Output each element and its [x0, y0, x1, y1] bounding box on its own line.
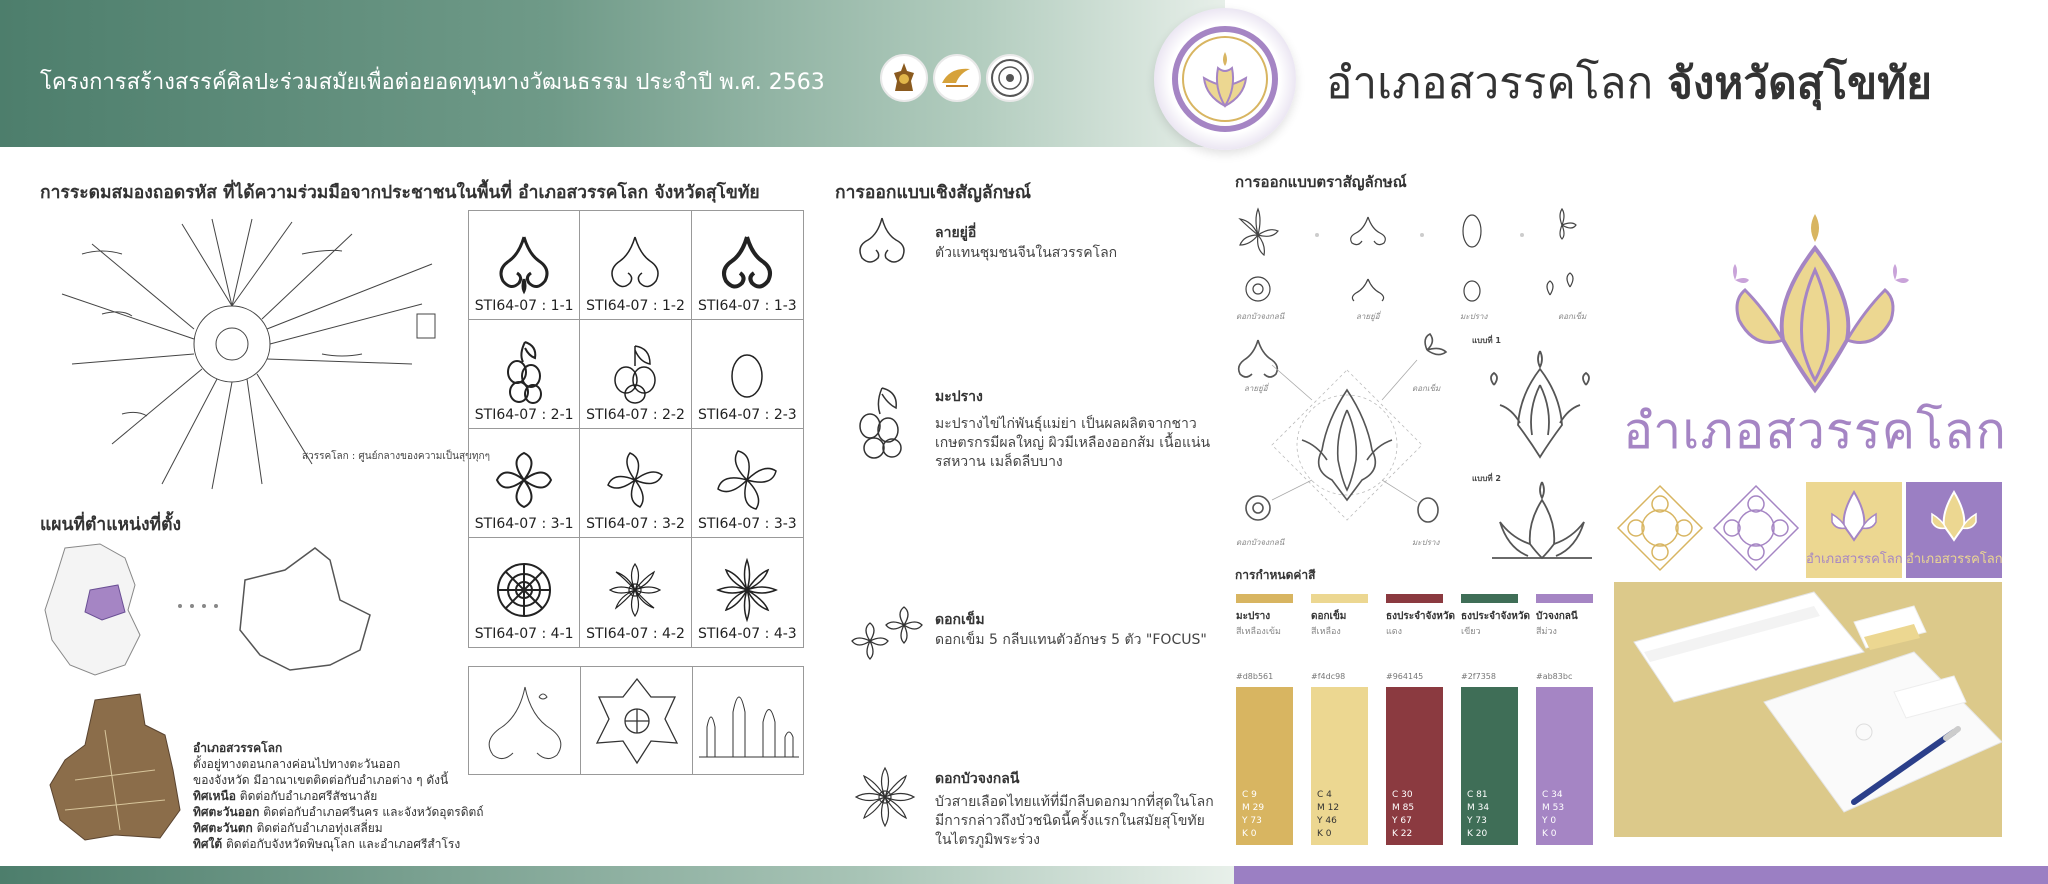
- cmyk-value: Y 73: [1467, 816, 1487, 826]
- color-sublabel: เขียว: [1461, 627, 1481, 637]
- logo-wordmark: อำเภอสวรรคโลก: [1623, 402, 2007, 460]
- color-hex: #2f7358: [1461, 672, 1496, 681]
- symbol-cell: STI64-07 : 3-2: [580, 429, 691, 538]
- element-desc: เกษตรกรมีผลใหญ่ ผิวมีเหลืองออกส้ม เนื้อแน่น: [935, 435, 1211, 451]
- marian-plum-icon: [600, 336, 670, 406]
- color-label: มะปราง: [1236, 611, 1271, 622]
- symbol-cell: STI64-07 : 4-3: [692, 538, 803, 647]
- version-2-label: แบบที่ 2: [1472, 474, 1501, 483]
- color-label: บัวจงกลนี: [1536, 611, 1578, 622]
- satellite-map: [45, 690, 185, 844]
- brainstorm-heading: การระดมสมองถอดรหัส ที่ได้ความร่วมมือจากประชาชนในพื้นที่ อำเภอสวรรคโลก จังหวัดสุโขทัย: [40, 183, 760, 203]
- pattern-purple: [1710, 482, 1802, 574]
- symbol-cell: STI64-07 : 3-3: [692, 429, 803, 538]
- cmyk-value: M 29: [1242, 803, 1265, 813]
- color-sublabel: สีม่วง: [1536, 627, 1557, 637]
- color-bar: [1386, 594, 1443, 603]
- color-hex: #964145: [1386, 672, 1424, 681]
- district-emblem: [1154, 8, 1296, 150]
- cmyk-value: Y 46: [1317, 816, 1337, 826]
- element-desc: รสหวาน เมล็ดลีบบาง: [935, 454, 1063, 470]
- cmyk-value: K 22: [1392, 829, 1413, 839]
- yui-scroll-icon: [489, 229, 559, 299]
- cmyk-value: K 0: [1317, 829, 1332, 839]
- symbol-cell: STI64-07 : 2-3: [692, 320, 803, 429]
- element-desc: ดอกเข็ม 5 กลีบแทนตัวอักษร 5 ตัว "FOCUS": [935, 632, 1207, 648]
- logo-on-purple: [1906, 482, 2002, 578]
- element-icon-lotus: [850, 762, 920, 836]
- logo-version-1: [1480, 345, 1600, 469]
- element-name: ดอกเข็ม: [935, 612, 985, 628]
- symbol-cell: STI64-07 : 3-1: [469, 429, 580, 538]
- location-maps: [40, 540, 370, 680]
- location-line: ของจังหวัด มีอาณาเขตติดต่อกับอำเภอต่าง ๆ ดังนี้: [193, 773, 449, 787]
- logo-part-label: ดอกบัวจงกลนี: [1236, 312, 1285, 321]
- color-bar: [1536, 594, 1593, 603]
- cmyk-value: K 20: [1467, 829, 1488, 839]
- cmyk-value: Y 67: [1392, 816, 1412, 826]
- element-name: ดอกบัวจงกลนี: [935, 771, 1020, 787]
- logo-version-2: [1482, 478, 1602, 572]
- color-sublabel: สีเหลือง: [1311, 627, 1341, 637]
- cmyk-value: Y 73: [1242, 816, 1262, 826]
- lotus-flower-icon: [712, 554, 782, 624]
- color-hex: #f4dc98: [1311, 672, 1346, 681]
- logo-part-label: ลายยู่อี่: [1244, 384, 1268, 393]
- version-1-label: แบบที่ 1: [1472, 336, 1501, 345]
- sketch-stupa-icon: [693, 667, 805, 774]
- element-name: ลายยู่อี่: [935, 225, 977, 241]
- cmyk-value: C 34: [1542, 790, 1563, 800]
- color-swatches: [1236, 594, 1616, 839]
- border-south: ทิศใต้ ติดต่อกับจังหวัดพิษณุโลก และอำเภอศรีสำโรง: [193, 837, 461, 851]
- border-west: ทิศตะวันตก ติดต่อกับอำเภอทุ่งเสลี่ยม: [193, 821, 383, 835]
- four-petal-flower-icon: [712, 445, 782, 515]
- sketch-yui-icon: [469, 667, 581, 774]
- logo-part-label: ดอกเข็ม: [1558, 312, 1587, 321]
- element-desc: ตัวแทนชุมชนจีนในสวรรคโลก: [935, 245, 1118, 261]
- symbol-cell: STI64-07 : 1-2: [580, 211, 691, 320]
- ministry-logo-icon: [933, 54, 981, 102]
- district-title: [1326, 48, 1932, 118]
- color-swatch: [1386, 687, 1443, 845]
- cmyk-value: K 0: [1242, 829, 1257, 839]
- color-swatch: [1461, 687, 1518, 845]
- cmyk-value: Y 0: [1542, 816, 1557, 826]
- color-swatch: [1236, 687, 1293, 845]
- element-desc: ในไตรภูมิพระร่วง: [935, 832, 1040, 848]
- sketch-strip: [468, 666, 804, 775]
- cmyk-value: M 12: [1317, 803, 1340, 813]
- plum-oval-icon: [712, 336, 782, 406]
- logo-construction-diagram: [1232, 330, 1462, 550]
- cmyk-value: M 34: [1467, 803, 1490, 813]
- color-swatch: [1536, 687, 1593, 845]
- symbol-cell: STI64-07 : 1-3: [692, 211, 803, 320]
- yui-scroll-icon: [712, 229, 782, 299]
- color-hex: #ab83bc: [1536, 672, 1573, 681]
- four-petal-flower-icon: [489, 445, 559, 515]
- sketch-note: สวรรคโลก : ศูนย์กลางของความเป็นสุขทุกๆ: [302, 451, 490, 462]
- four-petal-flower-icon: [600, 445, 670, 515]
- cmyk-value: C 81: [1467, 790, 1488, 800]
- project-title: โครงการสร้างสรรค์ศิลปะร่วมสมัยเพื่อต่อยอดทุนทางวัฒนธรรม ประจำปี พ.ศ. 2563: [40, 70, 825, 95]
- location-line: ตั้งอยู่ทางตอนกลางค่อนไปทางตะวันออก: [193, 757, 401, 771]
- cmyk-value: C 9: [1242, 790, 1257, 800]
- symbol-cell: STI64-07 : 2-1: [469, 320, 580, 429]
- lotus-flower-icon: [489, 554, 559, 624]
- border-north: ทิศเหนือ ติดต่อกับอำเภอศรีสัชนาลัย: [193, 789, 378, 803]
- symbol-cell: STI64-07 : 2-2: [580, 320, 691, 429]
- element-desc: บัวสายเลือดไทยแท้ที่มีกลีบดอกมากที่สุดในโลก: [935, 794, 1214, 810]
- color-column: [1236, 594, 1293, 845]
- element-desc: มีการกล่าวถึงบัวชนิดนี้ครั้งแรกในสมัยสุโขทัย: [935, 813, 1205, 829]
- color-label: ธงประจำจังหวัด: [1461, 611, 1530, 622]
- cmyk-value: M 53: [1542, 803, 1565, 813]
- district-name: อำเภอสวรรคโลก: [1326, 58, 1654, 109]
- yui-scroll-icon: [600, 229, 670, 299]
- university-seal-icon: [986, 54, 1034, 102]
- royal-seal-icon: [880, 54, 928, 102]
- symbol-design-heading: การออกแบบเชิงสัญลักษณ์: [835, 183, 1032, 203]
- logo-on-gold-text: อำเภอสวรรคโลก: [1806, 552, 1903, 567]
- logo-part-label: มะปราง: [1412, 538, 1440, 547]
- footer-bar-purple: [1234, 866, 2048, 884]
- element-icon-ixora: [848, 605, 924, 665]
- symbol-cell: STI64-07 : 1-1: [469, 211, 580, 320]
- logo-part-label: ดอกเข็ม: [1412, 384, 1441, 393]
- lotus-flower-icon: [600, 554, 670, 624]
- color-column: [1386, 594, 1455, 845]
- color-column: [1461, 594, 1530, 845]
- cmyk-value: C 30: [1392, 790, 1413, 800]
- pattern-gold: [1614, 482, 1706, 574]
- sketch-lotus-icon: [581, 667, 693, 774]
- border-east: ทิศตะวันออก ติดต่อกับอำเภอศรีนคร และจังหวัดอุตรดิตถ์: [193, 805, 484, 819]
- location-text: [193, 740, 484, 852]
- footer-bar-green: [0, 866, 1234, 884]
- color-bar: [1311, 594, 1368, 603]
- decoded-symbols-grid: [468, 210, 804, 648]
- symbol-cell: STI64-07 : 4-1: [469, 538, 580, 647]
- logo-part-label: มะปราง: [1460, 312, 1488, 321]
- brainstorm-sketch: [52, 214, 490, 492]
- logo-on-purple-text: อำเภอสวรรคโลก: [1906, 552, 2003, 567]
- location-title: อำเภอสวรรคโลก: [193, 741, 283, 755]
- main-logo: [1615, 200, 2015, 460]
- color-column: [1536, 594, 1593, 845]
- color-sublabel: แดง: [1386, 627, 1403, 637]
- logo-part-label: ดอกบัวจงกลนี: [1236, 538, 1285, 547]
- element-desc: มะปรางไข่ไก่พันธุ์แม่ย่า เป็นผลผลิตจากชาว: [935, 416, 1197, 432]
- color-hex: #d8b561: [1236, 672, 1274, 681]
- map-heading: แผนที่ตำแหน่งที่ตั้ง: [40, 515, 181, 535]
- color-label: ธงประจำจังหวัด: [1386, 611, 1455, 622]
- symbol-cell: STI64-07 : 4-2: [580, 538, 691, 647]
- logo-design-heading: การออกแบบตราสัญลักษณ์: [1235, 173, 1407, 191]
- color-label: ดอกเข็ม: [1311, 611, 1347, 622]
- element-icon-plum: [852, 382, 916, 466]
- province-name: จังหวัดสุโขทัย: [1667, 58, 1933, 109]
- logo-on-gold: [1806, 482, 1902, 578]
- color-bar: [1461, 594, 1518, 603]
- logo-part-label: ลายยู่อี่: [1356, 312, 1380, 321]
- color-spec-heading: การกำหนดค่าสี: [1235, 568, 1316, 582]
- cmyk-value: K 0: [1542, 829, 1557, 839]
- marian-plum-icon: [489, 336, 559, 406]
- color-swatch: [1311, 687, 1368, 845]
- stationery-mockup: [1614, 582, 2002, 837]
- color-sublabel: สีเหลืองเข้ม: [1236, 627, 1281, 637]
- logo-part-icons: [1232, 205, 1602, 325]
- cmyk-value: C 4: [1317, 790, 1332, 800]
- element-name: มะปราง: [935, 389, 983, 405]
- color-bar: [1236, 594, 1293, 603]
- color-column: [1311, 594, 1368, 845]
- cmyk-value: M 85: [1392, 803, 1415, 813]
- element-icon-yui: [850, 214, 914, 274]
